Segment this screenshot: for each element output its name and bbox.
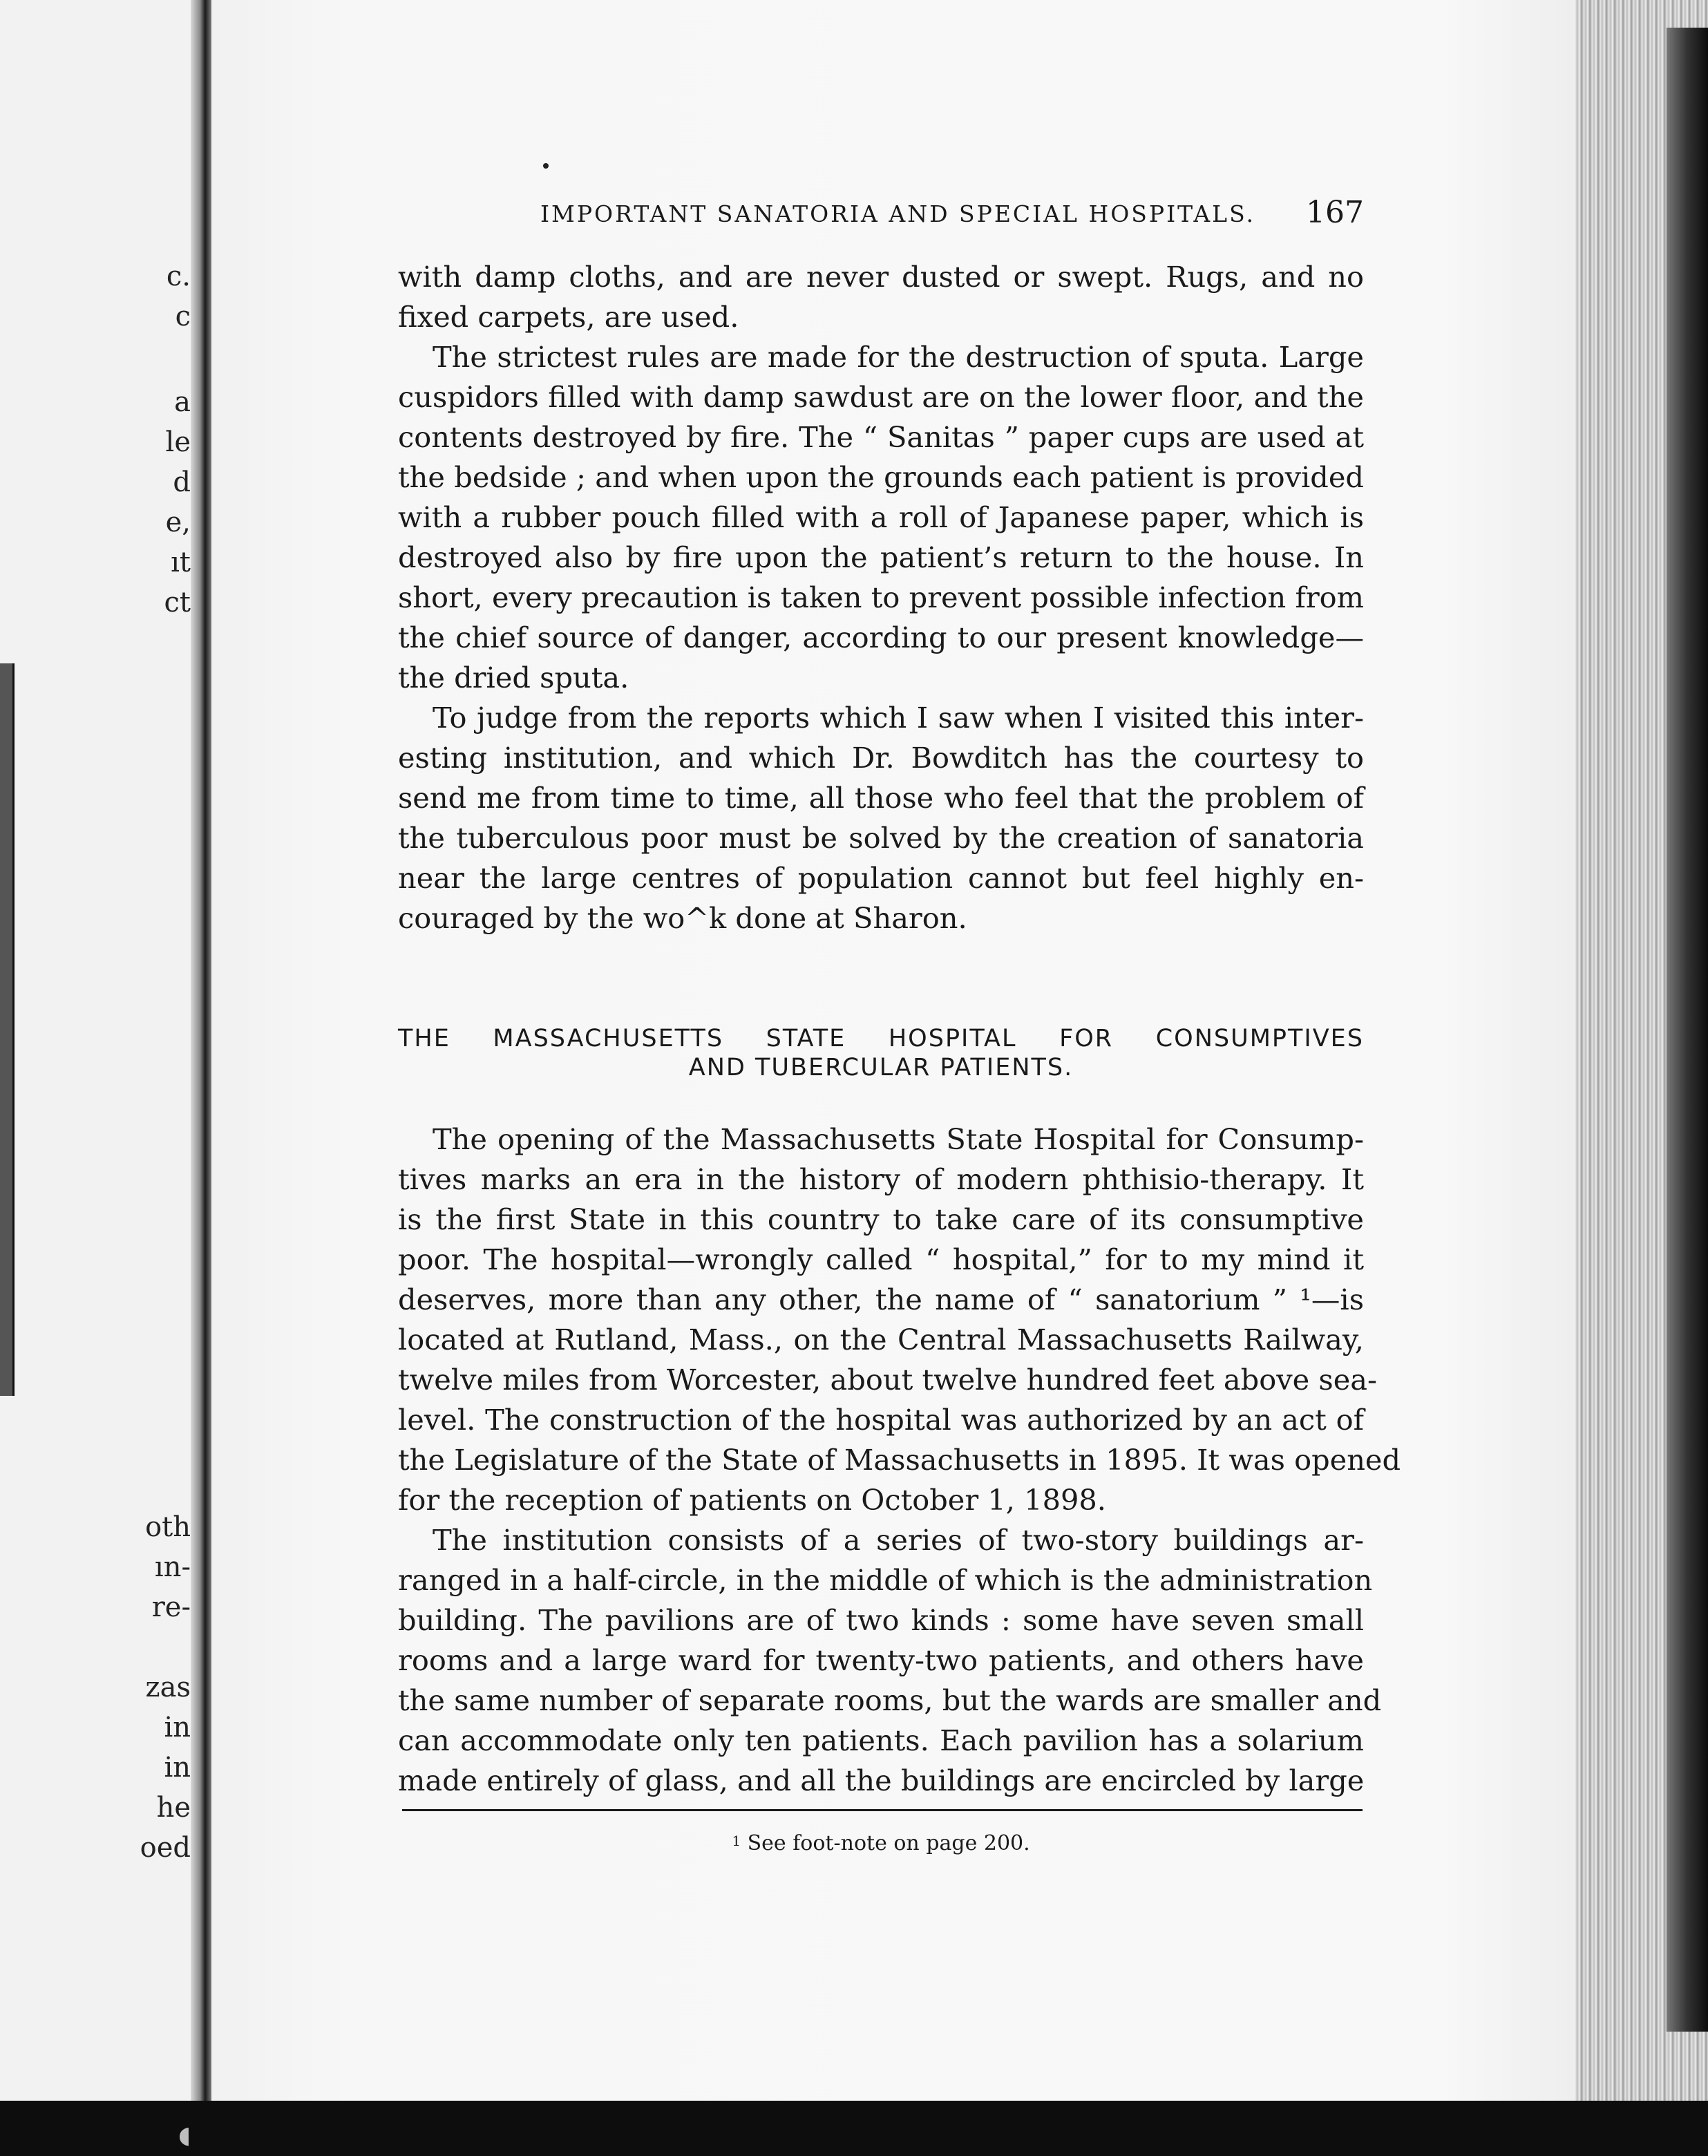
- scan-corner-mark: ◖: [178, 2121, 191, 2149]
- left-page-fragment: d: [173, 466, 191, 498]
- text-line: building. The pavilions are of two kinds : some have seven small: [398, 1603, 1364, 1637]
- section-heading-line-1: THE MASSACHUSETTS STATE HOSPITAL FOR CONSUMPTIVES: [398, 1025, 1364, 1052]
- text-line: esting institution, and which Dr. Bowditch has the courtesy to: [398, 741, 1364, 775]
- left-page-fragment: in: [164, 1712, 191, 1743]
- text-line: near the large centres of population cannot but feel highly en-: [398, 861, 1364, 895]
- text-line: made entirely of glass, and all the buildings are encircled by large: [398, 1763, 1365, 1797]
- text-line: the dried sputa.: [398, 661, 629, 694]
- page-number: 167: [1306, 195, 1364, 230]
- footnote-rule: [402, 1809, 1363, 1811]
- text-line: couraged by the wo^k done at Sharon.: [398, 901, 967, 935]
- left-page-fragment: c.: [166, 261, 191, 292]
- left-page-fragment: c: [175, 301, 191, 332]
- text-line: rooms and a large ward for twenty-two patients, and others have: [398, 1643, 1364, 1677]
- text-line: level. The construction of the hospital was authorized by an act of: [398, 1403, 1364, 1437]
- left-page-fragment: he: [156, 1792, 191, 1824]
- text-line: The institution consists of a series of two-story buildings ar-: [433, 1523, 1364, 1557]
- text-line: short, every precaution is taken to prevent possible infection from: [398, 580, 1364, 614]
- body-text-block-2: [398, 1119, 1401, 1801]
- left-page-fragment: zas: [145, 1672, 191, 1703]
- left-page-fragment: ın-: [154, 1551, 191, 1583]
- text-line: is the first State in this country to take care of its consumptive: [398, 1202, 1364, 1236]
- text-line: send me from time to time, all those who feel that the problem of: [398, 781, 1364, 815]
- section-heading-line-2: AND TUBERCULAR PATIENTS.: [688, 1054, 1074, 1081]
- text-line: the chief source of danger, according to our present knowledge—: [398, 621, 1364, 654]
- left-page-fragment: e,: [165, 507, 191, 538]
- text-line: tives marks an era in the history of modern phthisio-therapy. It: [398, 1162, 1364, 1196]
- text-line: can accommodate only ten patients. Each pavilion has a solarium: [398, 1723, 1364, 1757]
- text-line: cuspidors filled with damp sawdust are on the lower floor, and the: [398, 380, 1364, 414]
- left-page-fragment: oth: [145, 1511, 191, 1543]
- left-page-fragment: le: [165, 426, 191, 458]
- text-line: fixed carpets, are used.: [398, 300, 739, 334]
- text-line: deserves, more than any other, the name of “ sanatorium ” ¹—is: [398, 1283, 1364, 1316]
- body-text-block-1: [398, 257, 1364, 938]
- book-cover-edge: [1667, 28, 1708, 2032]
- text-line: located at Rutland, Mass., on the Central Massachusetts Railway,: [398, 1323, 1364, 1356]
- text-line: the bedside ; and when upon the grounds each patient is provided: [398, 460, 1364, 494]
- scan-background-band: [0, 2101, 1708, 2156]
- text-line: contents destroyed by fire. The “ Sanitas ” paper cups are used at: [398, 420, 1364, 454]
- text-line: for the reception of patients on October 1, 1898.: [398, 1483, 1106, 1517]
- section-heading: [398, 1024, 1364, 1082]
- text-line: the Legislature of the State of Massachusetts in 1895. It was opened: [398, 1443, 1401, 1477]
- left-page-fragment: oed: [140, 1832, 191, 1864]
- text-line: with a rubber pouch filled with a roll of Japanese paper, which is: [398, 500, 1364, 534]
- text-line: poor. The hospital—wrongly called “ hospital,” for to my mind it: [398, 1242, 1364, 1276]
- left-page-plate-edge: [0, 663, 15, 1396]
- text-line: the same number of separate rooms, but the wards are smaller and: [398, 1683, 1382, 1717]
- text-line: The strictest rules are made for the destruction of sputa. Large: [433, 340, 1364, 374]
- left-page-fragment: ct: [164, 587, 191, 618]
- footnote-text: See foot-note on page 200.: [747, 1831, 1030, 1855]
- ink-speck: [543, 163, 549, 169]
- text-line: To judge from the reports which I saw when I visited this inter-: [433, 701, 1364, 735]
- footnote: [398, 1831, 1364, 1855]
- running-head: IMPORTANT SANATORIA AND SPECIAL HOSPITALS.: [540, 200, 1255, 227]
- left-page-fragment: re-: [151, 1591, 191, 1623]
- text-line: destroyed also by fire upon the patient’s return to the house. In: [398, 540, 1364, 574]
- page-header: [540, 195, 1364, 234]
- left-page-fragment: ıt: [171, 547, 191, 578]
- text-line: with damp cloths, and are never dusted or swept. Rugs, and no: [398, 260, 1364, 294]
- text-line: the tuberculous poor must be solved by the creation of sanatoria: [398, 821, 1364, 855]
- left-page-fragment: a: [174, 386, 191, 418]
- text-line: ranged in a half-circle, in the middle of which is the administration: [398, 1563, 1373, 1597]
- book-gutter: [191, 0, 211, 2156]
- text-line: The opening of the Massachusetts State Hospital for Consump-: [433, 1122, 1364, 1156]
- footnote-marker: 1: [732, 1833, 741, 1849]
- left-page-fragment: in: [164, 1752, 191, 1784]
- text-line: twelve miles from Worcester, about twelve hundred feet above sea-: [398, 1363, 1378, 1397]
